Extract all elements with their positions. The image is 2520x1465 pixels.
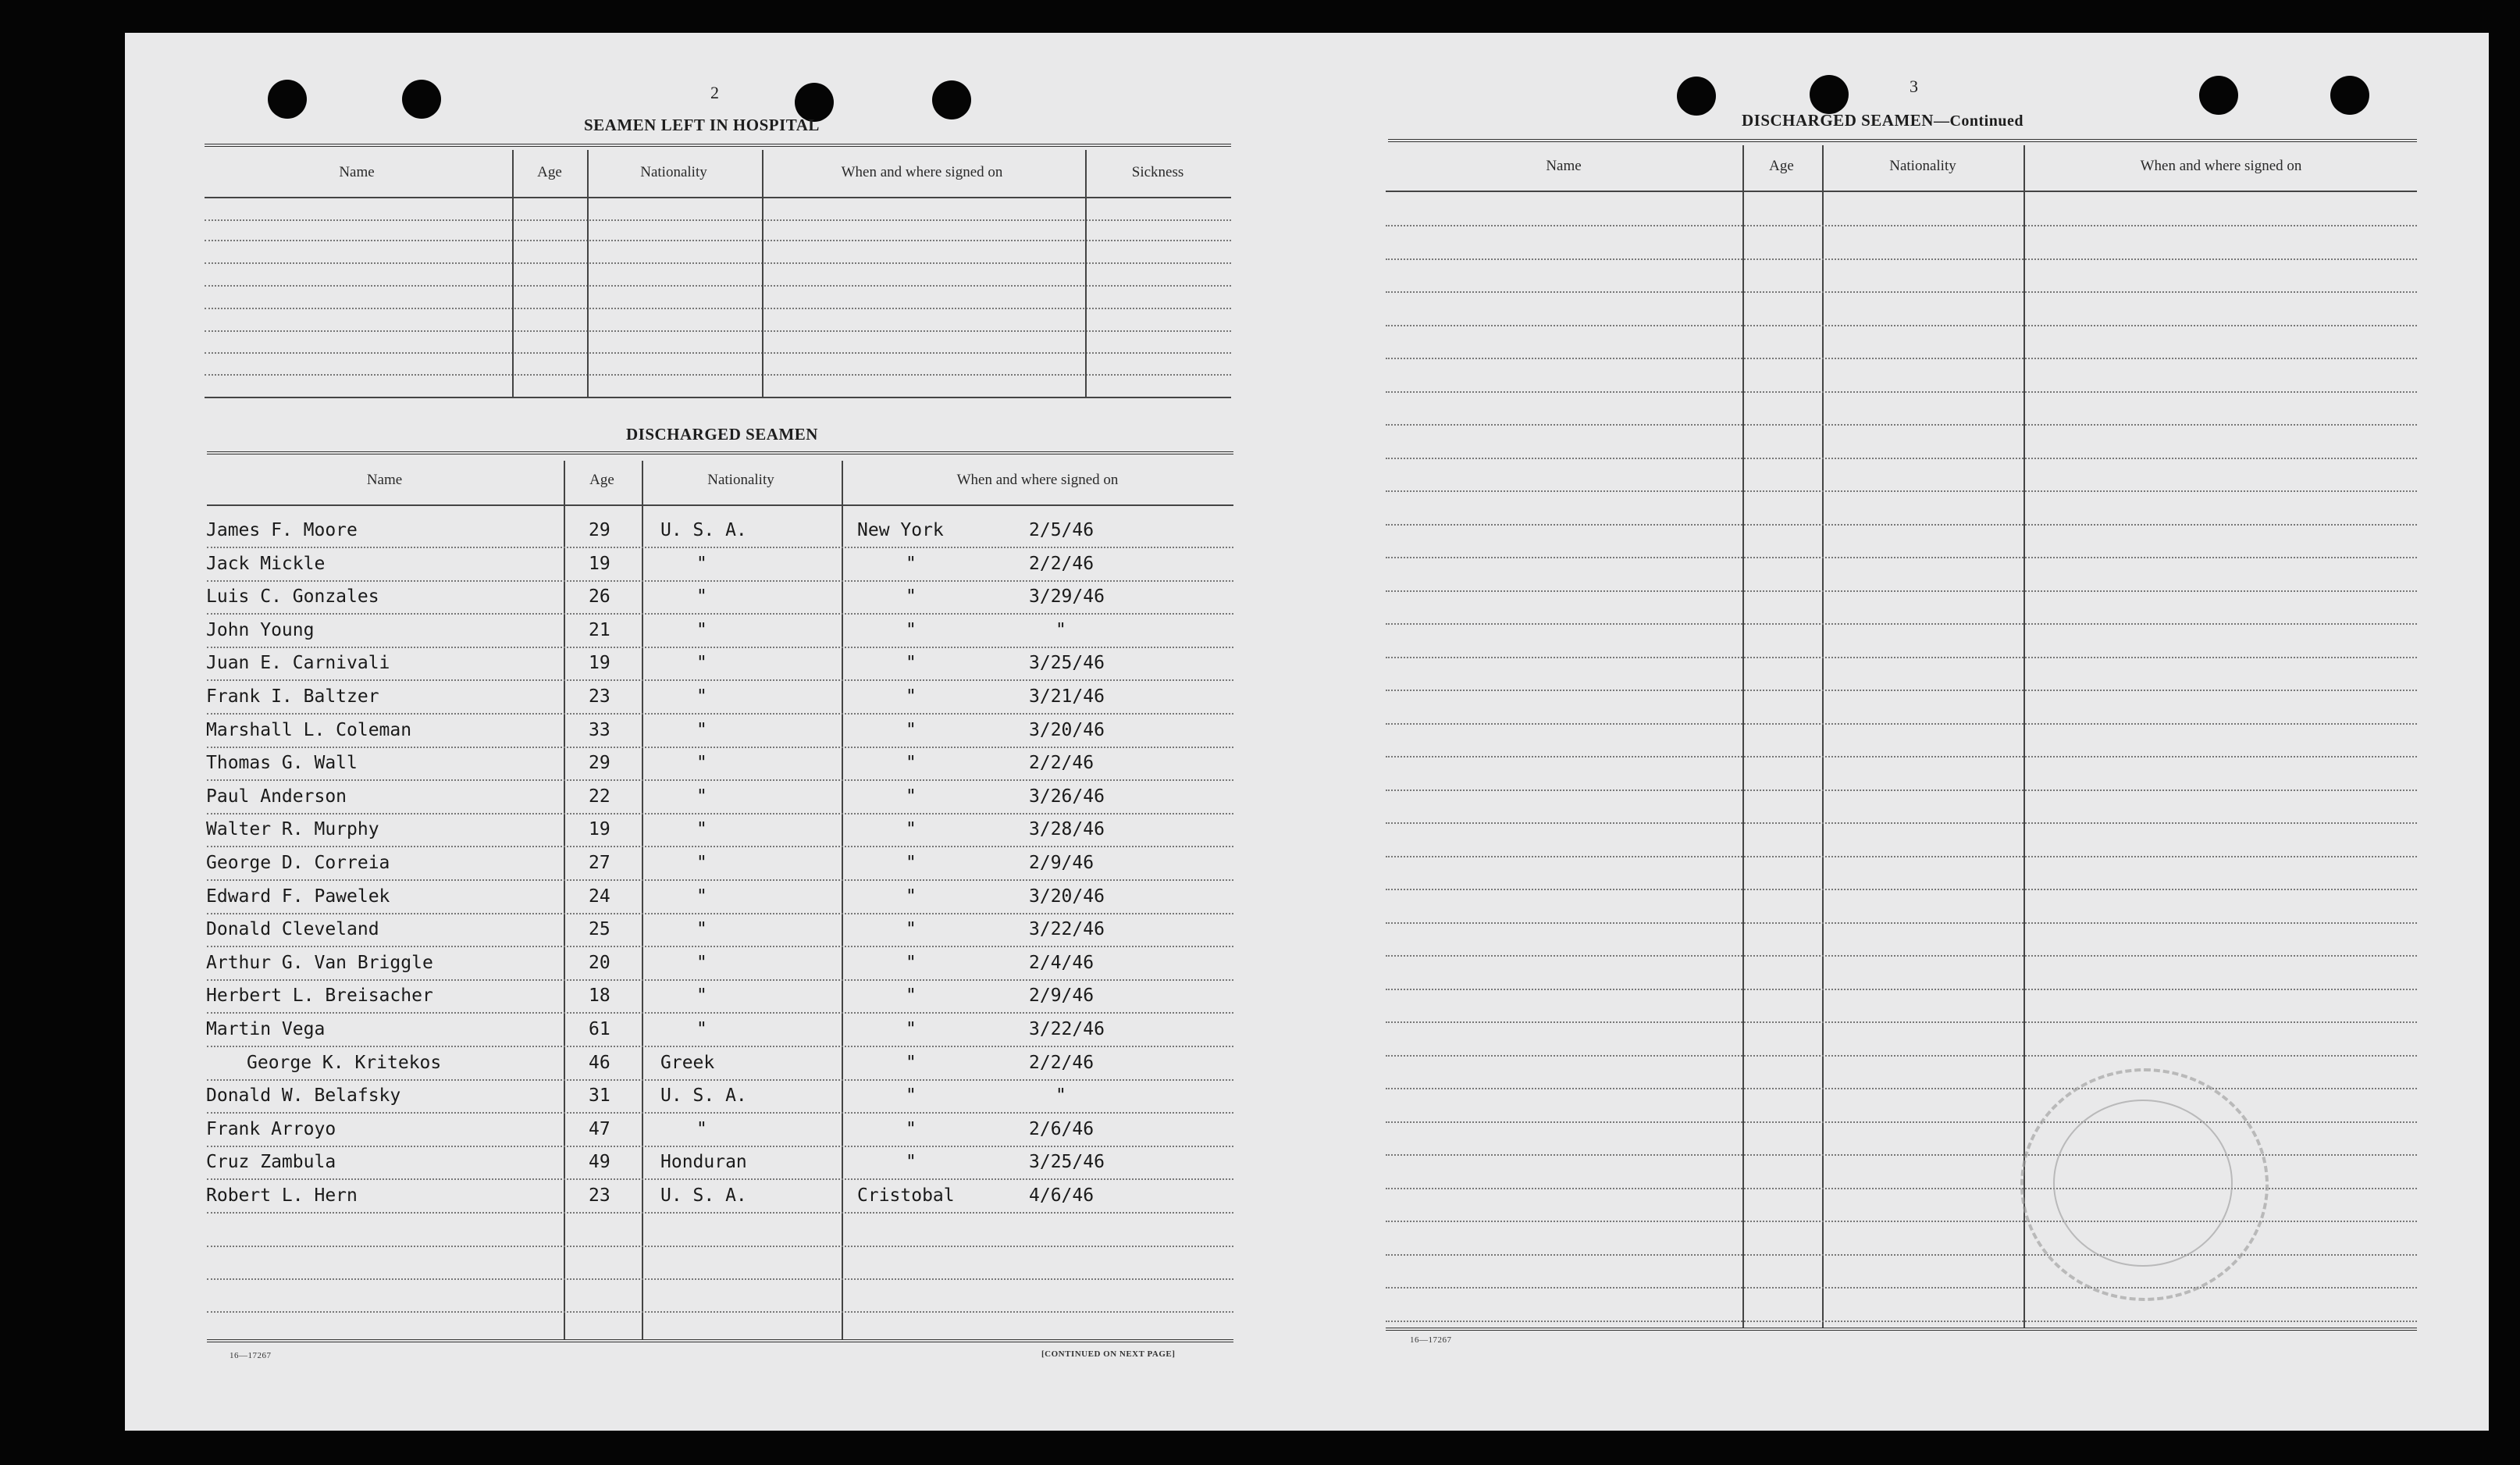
seaman-name: Paul Anderson — [206, 786, 347, 807]
seaman-signed-date: 2/6/46 — [1029, 1119, 1094, 1139]
seaman-signed-date: 3/22/46 — [1029, 1019, 1105, 1039]
seaman-age: 19 — [589, 819, 610, 839]
seaman-signed-place: " — [906, 819, 917, 839]
discharged-header-nationality: Nationality — [707, 472, 774, 488]
seaman-name: Martin Vega — [206, 1019, 326, 1039]
seaman-signed-place: " — [906, 753, 917, 773]
seaman-name: Edward F. Pawelek — [206, 886, 390, 907]
seaman-nationality: " — [696, 819, 707, 839]
seaman-name: Cruz Zambula — [206, 1152, 336, 1172]
seaman-nationality: " — [696, 586, 707, 607]
seaman-signed-place: " — [906, 1085, 917, 1106]
seaman-signed-place: " — [906, 1119, 917, 1139]
seaman-nationality: " — [696, 986, 707, 1006]
seaman-signed-date: 3/25/46 — [1029, 1152, 1105, 1172]
punch-hole — [268, 80, 307, 119]
seaman-nationality: U. S. A. — [660, 1185, 747, 1206]
seaman-age: 49 — [589, 1152, 610, 1172]
seaman-name: Frank I. Baltzer — [206, 686, 379, 707]
seaman-signed-date: " — [1055, 620, 1066, 640]
seaman-signed-date: 3/21/46 — [1029, 686, 1105, 707]
seaman-signed-date: 4/6/46 — [1029, 1185, 1094, 1206]
seaman-name: Frank Arroyo — [206, 1119, 336, 1139]
seaman-age: 23 — [589, 1185, 610, 1206]
punch-hole — [932, 80, 971, 119]
seaman-signed-place: " — [906, 953, 917, 973]
seaman-name: Donald W. Belafsky — [206, 1085, 401, 1106]
right-header-name: Name — [1546, 158, 1582, 174]
title-suffix: —Continued — [1933, 112, 2023, 130]
hospital-header-name: Name — [339, 164, 375, 180]
seaman-age: 20 — [589, 953, 610, 973]
seaman-nationality: " — [696, 1019, 707, 1039]
right-header-nationality: Nationality — [1889, 158, 1956, 174]
seaman-nationality: " — [696, 886, 707, 907]
discharged-header-age: Age — [589, 472, 614, 488]
seaman-nationality: " — [696, 620, 707, 640]
seaman-name: John Young — [206, 620, 315, 640]
seaman-signed-place: " — [906, 886, 917, 907]
right-header-age: Age — [1769, 158, 1794, 174]
seaman-nationality: " — [696, 786, 707, 807]
page-number: 2 — [710, 83, 719, 102]
seaman-signed-place: " — [906, 720, 917, 740]
seaman-name: Donald Cleveland — [206, 919, 379, 939]
seaman-nationality: " — [696, 686, 707, 707]
seaman-age: 24 — [589, 886, 610, 907]
discharged-section-title: DISCHARGED SEAMEN — [626, 425, 818, 444]
seaman-signed-place: Cristobal — [857, 1185, 955, 1206]
seaman-name: James F. Moore — [206, 520, 358, 540]
seaman-signed-date: 2/2/46 — [1029, 554, 1094, 574]
punch-hole — [2330, 76, 2369, 115]
seaman-signed-date: 3/26/46 — [1029, 786, 1105, 807]
seaman-signed-place: " — [906, 686, 917, 707]
seaman-age: 22 — [589, 786, 610, 807]
seaman-nationality: " — [696, 953, 707, 973]
title-main: DISCHARGED SEAMEN — [1742, 111, 1934, 130]
seaman-name: Arthur G. Van Briggle — [206, 953, 433, 973]
seaman-signed-date: 2/2/46 — [1029, 753, 1094, 773]
seaman-signed-date: 2/9/46 — [1029, 986, 1094, 1006]
seaman-signed-place: " — [906, 1019, 917, 1039]
seaman-signed-date: 2/4/46 — [1029, 953, 1094, 973]
seaman-age: 23 — [589, 686, 610, 707]
seaman-nationality: " — [696, 853, 707, 873]
seaman-name: Robert L. Hern — [206, 1185, 358, 1206]
seaman-signed-place: " — [906, 986, 917, 1006]
seaman-nationality: " — [696, 554, 707, 574]
office-stamp-inner — [2053, 1100, 2233, 1267]
seaman-signed-place: " — [906, 653, 917, 673]
seaman-signed-place: " — [906, 620, 917, 640]
seaman-name: George K. Kritekos — [247, 1053, 442, 1073]
seaman-name: Walter R. Murphy — [206, 819, 379, 839]
seaman-nationality: " — [696, 720, 707, 740]
seaman-name: Herbert L. Breisacher — [206, 986, 433, 1006]
seaman-nationality: U. S. A. — [660, 520, 747, 540]
seaman-signed-date: 3/20/46 — [1029, 720, 1105, 740]
seaman-nationality: " — [696, 653, 707, 673]
punch-hole — [1677, 77, 1716, 116]
seaman-name: George D. Correia — [206, 853, 390, 873]
seaman-name: Thomas G. Wall — [206, 753, 358, 773]
seaman-age: 26 — [589, 586, 610, 607]
hospital-header-sickness: Sickness — [1131, 164, 1184, 180]
seaman-signed-date: " — [1055, 1085, 1066, 1106]
seaman-signed-place: " — [906, 786, 917, 807]
seaman-age: 33 — [589, 720, 610, 740]
seaman-nationality: " — [696, 919, 707, 939]
seaman-age: 21 — [589, 620, 610, 640]
continued-note: [CONTINUED ON NEXT PAGE] — [1041, 1349, 1176, 1359]
hospital-section-title: SEAMEN LEFT IN HOSPITAL — [584, 116, 820, 134]
seaman-signed-place: " — [906, 586, 917, 607]
seaman-signed-date: 3/20/46 — [1029, 886, 1105, 907]
hospital-header-signed: When and where signed on — [841, 164, 1003, 180]
seaman-signed-date: 3/29/46 — [1029, 586, 1105, 607]
seaman-signed-place: " — [906, 554, 917, 574]
seaman-age: 46 — [589, 1053, 610, 1073]
seaman-nationality: " — [696, 753, 707, 773]
seaman-age: 27 — [589, 853, 610, 873]
hospital-header-age: Age — [537, 164, 562, 180]
seaman-signed-date: 3/22/46 — [1029, 919, 1105, 939]
seaman-nationality: Honduran — [660, 1152, 747, 1172]
continued-section-title — [1742, 111, 2023, 130]
discharged-header-name: Name — [366, 472, 403, 488]
punch-hole — [1810, 75, 1849, 114]
seaman-signed-date: 2/9/46 — [1029, 853, 1094, 873]
seaman-name: Juan E. Carnivali — [206, 653, 390, 673]
seaman-signed-place: " — [906, 919, 917, 939]
punch-hole — [402, 80, 441, 119]
seaman-age: 29 — [589, 520, 610, 540]
seaman-signed-date: 3/25/46 — [1029, 653, 1105, 673]
seaman-age: 31 — [589, 1085, 610, 1106]
right-header-signed: When and where signed on — [2140, 158, 2302, 174]
hospital-header-nationality: Nationality — [640, 164, 707, 180]
seaman-nationality: " — [696, 1119, 707, 1139]
seaman-signed-date: 2/5/46 — [1029, 520, 1094, 540]
seaman-signed-place: " — [906, 853, 917, 873]
form-number-right: 16—17267 — [1410, 1335, 1452, 1345]
seaman-signed-date: 2/2/46 — [1029, 1053, 1094, 1073]
seaman-age: 47 — [589, 1119, 610, 1139]
seaman-name: Marshall L. Coleman — [206, 720, 412, 740]
form-number: 16—17267 — [230, 1351, 272, 1360]
seaman-age: 25 — [589, 919, 610, 939]
seaman-nationality: U. S. A. — [660, 1085, 747, 1106]
seaman-signed-place: " — [906, 1053, 917, 1073]
seaman-signed-place: New York — [857, 520, 944, 540]
seaman-signed-date: 3/28/46 — [1029, 819, 1105, 839]
page-number-right: 3 — [1910, 77, 1918, 96]
seaman-age: 19 — [589, 653, 610, 673]
seaman-age: 61 — [589, 1019, 610, 1039]
seaman-age: 29 — [589, 753, 610, 773]
seaman-name: Jack Mickle — [206, 554, 326, 574]
seaman-name: Luis C. Gonzales — [206, 586, 379, 607]
discharged-header-signed: When and where signed on — [956, 472, 1119, 488]
seaman-age: 19 — [589, 554, 610, 574]
seaman-nationality: Greek — [660, 1053, 715, 1073]
punch-hole — [2199, 76, 2238, 115]
seaman-age: 18 — [589, 986, 610, 1006]
seaman-signed-place: " — [906, 1152, 917, 1172]
